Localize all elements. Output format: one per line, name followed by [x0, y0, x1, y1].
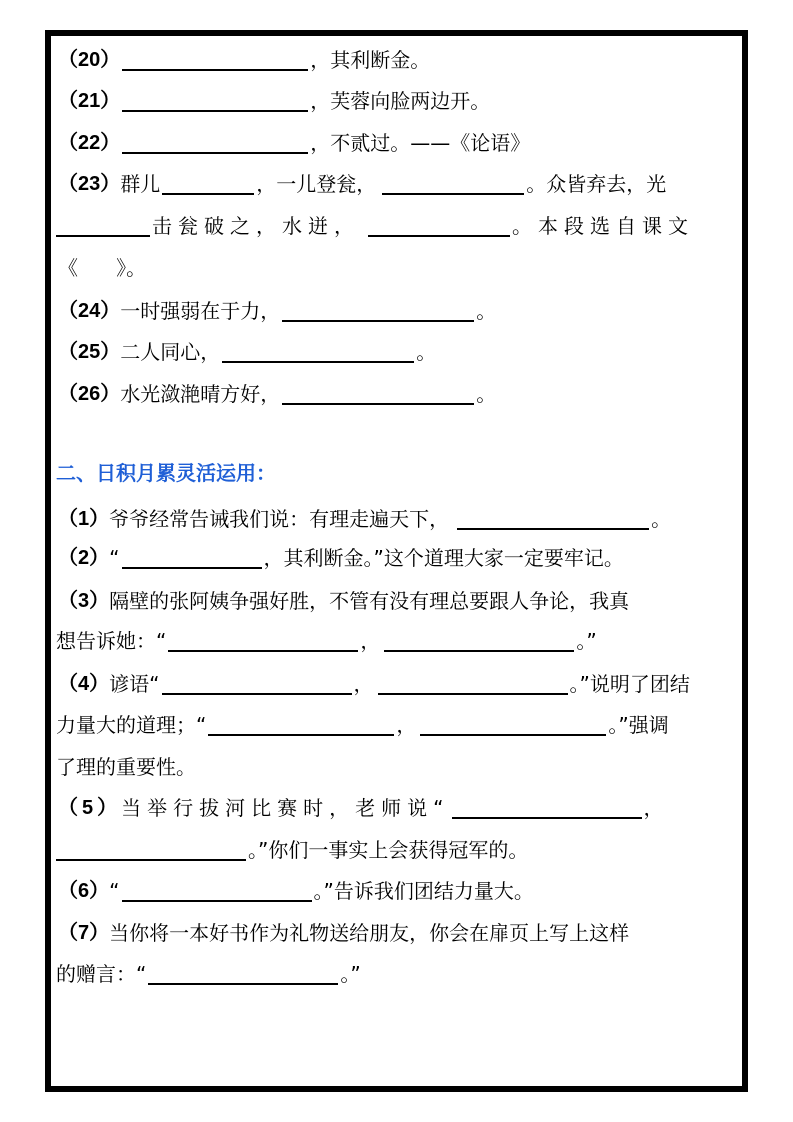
exercise-7-line2 [56, 960, 361, 988]
question-text: ， [353, 672, 374, 696]
question-26 [58, 380, 496, 408]
exercise-3 [58, 587, 629, 615]
answer-blank[interactable] [208, 714, 394, 736]
question-text: ，其利断金。”这个道理大家一定要牢记。 [263, 546, 624, 570]
question-text: 。 [651, 507, 672, 531]
question-text: 当举行拔河比赛时，老师说“ [121, 796, 450, 820]
question-text: ， [396, 713, 417, 737]
answer-blank[interactable] [420, 714, 606, 736]
question-text: 了理的重要性。 [56, 755, 196, 779]
question-24 [58, 297, 496, 325]
section-heading: 二、日积月累灵活运用： [56, 461, 276, 485]
question-text: 水光潋滟晴方好， [120, 382, 281, 406]
exercise-5 [58, 794, 664, 822]
exercise-6 [58, 877, 534, 905]
question-text: 爷爷经常告诫我们说：有理走遍天下， [109, 507, 450, 531]
answer-blank[interactable] [452, 797, 642, 819]
answer-blank[interactable] [122, 880, 312, 902]
answer-blank[interactable] [384, 630, 574, 652]
lesson-title-blank[interactable]: 《 》。 [58, 256, 147, 280]
question-text: ，芙蓉向脸两边开。 [310, 89, 491, 113]
question-text: ，不贰过。——《论语》 [310, 131, 531, 155]
answer-blank[interactable] [56, 215, 150, 237]
exercise-1 [58, 505, 671, 533]
answer-blank[interactable] [162, 673, 352, 695]
question-text: 当你将一本好书作为礼物送给朋友，你会在扉页上写上这样 [109, 921, 630, 945]
question-text: 。 [476, 299, 497, 323]
exercise-7 [58, 919, 629, 947]
question-text: 。”你们一事实上会获得冠军的。 [248, 838, 529, 862]
question-23-line2 [56, 212, 694, 240]
question-number: （25） [58, 341, 121, 363]
question-number: （21） [58, 90, 121, 112]
question-21 [58, 87, 490, 115]
question-number: （26） [58, 383, 121, 405]
question-text: 。”强调 [608, 713, 669, 737]
answer-blank[interactable] [457, 508, 649, 530]
question-text: 。”说明了团结 [569, 672, 690, 696]
question-text: 隔壁的张阿姨争强好胜，不管有没有理总要跟人争论，我真 [109, 589, 630, 613]
answer-blank[interactable] [162, 173, 254, 195]
exercise-5-line2 [56, 836, 528, 864]
question-text: 。众皆弃去，光 [526, 172, 667, 196]
question-text: ， [360, 629, 381, 653]
exercise-4 [58, 670, 690, 698]
question-text: 一时强弱在于力， [120, 299, 281, 323]
question-number: （7） [58, 922, 110, 944]
answer-blank[interactable] [122, 90, 308, 112]
question-number: （3） [58, 590, 110, 612]
question-23 [58, 170, 666, 198]
answer-blank[interactable] [282, 300, 474, 322]
answer-blank[interactable] [282, 383, 474, 405]
question-text: 群儿 [120, 172, 161, 196]
exercise-3-line2 [56, 627, 597, 655]
question-text: 。” [340, 962, 361, 986]
answer-blank[interactable] [368, 215, 510, 237]
question-text: 的赠言：“ [56, 962, 147, 986]
answer-blank[interactable] [122, 49, 308, 71]
question-text: 谚语“ [109, 672, 160, 696]
question-number: （20） [58, 49, 121, 71]
question-23-line3 [58, 254, 146, 282]
answer-blank[interactable] [148, 963, 338, 985]
question-text: 。” [576, 629, 597, 653]
exercise-4-line2 [56, 711, 669, 739]
question-number: （4） [58, 673, 110, 695]
question-text: ，其利断金。 [310, 48, 431, 72]
exercise-2 [58, 544, 624, 572]
answer-blank[interactable] [222, 341, 414, 363]
question-text: 二人同心， [120, 340, 221, 364]
question-25 [58, 338, 436, 366]
question-text: 。 [416, 340, 437, 364]
question-20 [58, 46, 430, 74]
question-text: “ [109, 879, 120, 903]
answer-blank[interactable] [168, 630, 358, 652]
exercise-4-line3 [56, 753, 196, 781]
answer-blank[interactable] [122, 547, 262, 569]
answer-blank[interactable] [378, 673, 568, 695]
question-number: （5） [58, 797, 122, 819]
question-number: （24） [58, 300, 121, 322]
question-text: “ [109, 546, 120, 570]
answer-blank[interactable] [382, 173, 524, 195]
answer-blank[interactable] [56, 839, 246, 861]
question-text: ，一儿登瓮， [256, 172, 377, 196]
question-number: （6） [58, 880, 110, 902]
question-text: 力量大的道理；“ [56, 713, 207, 737]
question-text: 。本段选自课文 [512, 214, 694, 238]
question-number: （1） [58, 508, 110, 530]
question-text: 。”告诉我们团结力量大。 [313, 879, 534, 903]
answer-blank[interactable] [122, 132, 308, 154]
question-number: （2） [58, 547, 110, 569]
question-text: 想告诉她：“ [56, 629, 167, 653]
question-22 [58, 129, 530, 157]
question-text: 。 [476, 382, 497, 406]
question-number: （23） [58, 173, 121, 195]
question-text: 击瓮破之，水迸， [152, 214, 360, 238]
question-text: ， [643, 796, 664, 820]
question-number: （22） [58, 132, 121, 154]
